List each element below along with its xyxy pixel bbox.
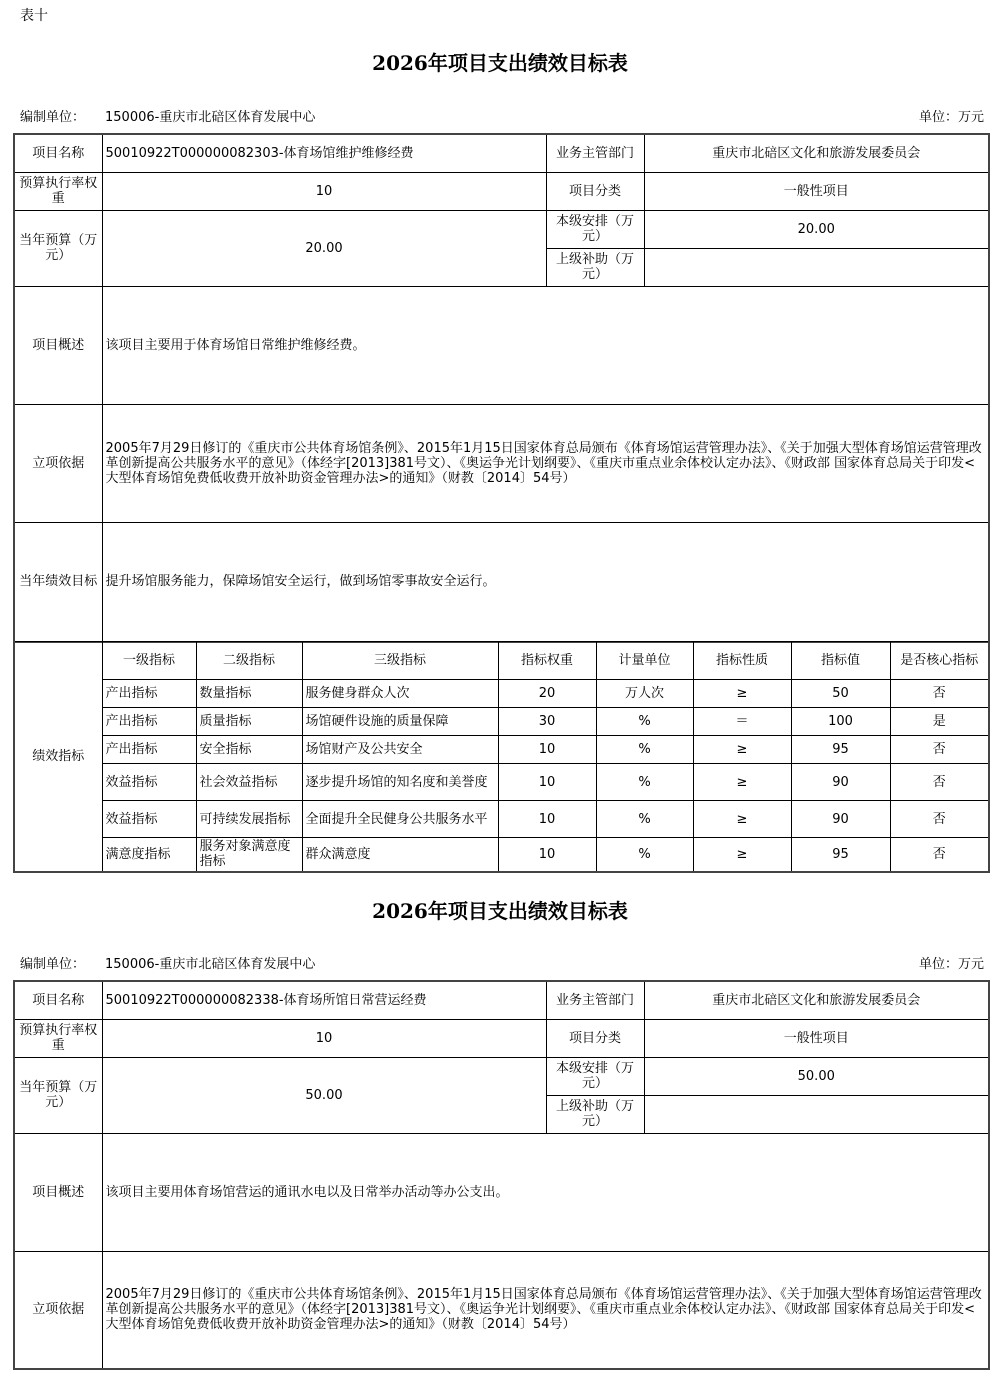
overview-value: 该项目主要用体育场馆营运的通讯水电以及日常举办活动等办公支出。: [102, 1133, 989, 1251]
indicator-table: [13, 641, 990, 873]
header-value: 指标值: [791, 642, 890, 680]
project-name: 50010922T000000082338-体育场所馆日常营运经费: [102, 981, 546, 1019]
project-info-table: [13, 980, 990, 1370]
cell-weight: 10: [498, 801, 596, 838]
label-budget: 当年预算（万元）: [14, 1057, 102, 1133]
cell-weight: 10: [498, 838, 596, 872]
unit-label: 单位：万元: [918, 110, 984, 125]
cell-unit: %: [596, 708, 693, 736]
label-local: 本级安排（万元）: [546, 210, 644, 248]
label-dept: 业务主管部门: [546, 981, 644, 1019]
cell-level2: 社会效益指标: [196, 764, 302, 801]
cell-level3: 全面提升全民健身公共服务水平: [302, 801, 498, 838]
label-project-name: 项目名称: [14, 981, 102, 1019]
exec-rate-value: 10: [102, 1019, 546, 1057]
cell-weight: 30: [498, 708, 596, 736]
cell-value: 95: [791, 736, 890, 764]
cell-level2: 可持续发展指标: [196, 801, 302, 838]
header-level2: 二级指标: [196, 642, 302, 680]
overview-value: 该项目主要用于体育场馆日常维护维修经费。: [102, 286, 989, 404]
cell-level1: 效益指标: [102, 801, 196, 838]
cell-weight: 10: [498, 764, 596, 801]
label-goal: 当年绩效目标: [14, 522, 102, 642]
header-nature: 指标性质: [693, 642, 791, 680]
label-exec-rate: 预算执行率权重: [14, 172, 102, 210]
budget-value: 20.00: [102, 210, 546, 286]
cell-level1: 产出指标: [102, 680, 196, 708]
label-category: 项目分类: [546, 1019, 644, 1057]
indicator-row: [14, 801, 989, 838]
indicator-row: [14, 838, 989, 872]
label-superior: 上级补助（万元）: [546, 248, 644, 286]
header-unit: 计量单位: [596, 642, 693, 680]
cell-unit: 万人次: [596, 680, 693, 708]
cell-level3: 群众满意度: [302, 838, 498, 872]
header-level1: 一级指标: [102, 642, 196, 680]
form-title: 2026年项目支出绩效目标表: [372, 899, 628, 923]
indicator-row: [14, 736, 989, 764]
header-level3: 三级指标: [302, 642, 498, 680]
cell-core: 否: [890, 680, 989, 708]
local-value: 20.00: [644, 210, 989, 248]
cell-level1: 产出指标: [102, 708, 196, 736]
indicator-row: [14, 764, 989, 801]
label-budget: 当年预算（万元）: [14, 210, 102, 286]
exec-rate-value: 10: [102, 172, 546, 210]
cell-value: 90: [791, 801, 890, 838]
cell-value: 100: [791, 708, 890, 736]
cell-core: 否: [890, 801, 989, 838]
cell-unit: %: [596, 801, 693, 838]
cell-nature: ≥: [693, 838, 791, 872]
cell-value: 90: [791, 764, 890, 801]
cell-nature: ≥: [693, 801, 791, 838]
org-value: 150006-重庆市北碚区体育发展中心: [105, 957, 316, 972]
org-value: 150006-重庆市北碚区体育发展中心: [105, 110, 316, 125]
form-title: 2026年项目支出绩效目标表: [372, 51, 628, 75]
cell-level1: 效益指标: [102, 764, 196, 801]
dept-value: 重庆市北碚区文化和旅游发展委员会: [644, 981, 989, 1019]
project-info-table: [13, 133, 990, 643]
cell-value: 50: [791, 680, 890, 708]
cell-level2: 数量指标: [196, 680, 302, 708]
cell-nature: ≥: [693, 680, 791, 708]
cell-level3: 逐步提升场馆的知名度和美誉度: [302, 764, 498, 801]
category-value: 一般性项目: [644, 1019, 989, 1057]
header-weight: 指标权重: [498, 642, 596, 680]
basis-value: 2005年7月29日修订的《重庆市公共体育场馆条例》、2015年1月15日国家体育总局颁布《体育场馆运营管理办法》、《关于加强大型体育场馆运营管理改革创新提高公共服务水平的意见》（体经字[2013]381号文）、《奥运争光计划纲要》、《重庆市重点业余体校认定办法》、《财政部 国家体育总局关于印发<大型体育场馆免费低收费开放补助资金管理办法>的通知》（财教〔2014〕54号）: [102, 1251, 989, 1369]
label-overview: 项目概述: [14, 1133, 102, 1251]
cell-value: 95: [791, 838, 890, 872]
indicator-row: [14, 708, 989, 736]
superior-value: [644, 248, 989, 286]
table-number: 表十: [20, 8, 48, 24]
cell-unit: %: [596, 838, 693, 872]
cell-level3: 场馆硬件设施的质量保障: [302, 708, 498, 736]
cell-level3: 服务健身群众人次: [302, 680, 498, 708]
cell-level2: 质量指标: [196, 708, 302, 736]
label-overview: 项目概述: [14, 286, 102, 404]
cell-core: 否: [890, 736, 989, 764]
cell-core: 是: [890, 708, 989, 736]
label-basis: 立项依据: [14, 404, 102, 522]
label-exec-rate: 预算执行率权重: [14, 1019, 102, 1057]
basis-value: 2005年7月29日修订的《重庆市公共体育场馆条例》、2015年1月15日国家体育总局颁布《体育场馆运营管理办法》、《关于加强大型体育场馆运营管理改革创新提高公共服务水平的意见》（体经字[2013]381号文）、《奥运争光计划纲要》、《重庆市重点业余体校认定办法》、《财政部 国家体育总局关于印发<大型体育场馆免费低收费开放补助资金管理办法>的通知》（财教〔2014〕54号）: [102, 404, 989, 522]
cell-level2: 安全指标: [196, 736, 302, 764]
cell-unit: %: [596, 764, 693, 801]
project-name: 50010922T000000082303-体育场馆维护维修经费: [102, 134, 546, 172]
goal-value: 提升场馆服务能力，保障场馆安全运行，做到场馆零事故安全运行。: [102, 522, 989, 642]
cell-level1: 产出指标: [102, 736, 196, 764]
cell-level1: 满意度指标: [102, 838, 196, 872]
unit-label: 单位：万元: [918, 957, 984, 972]
local-value: 50.00: [644, 1057, 989, 1095]
org-label: 编制单位：: [20, 957, 86, 972]
category-value: 一般性项目: [644, 172, 989, 210]
cell-weight: 20: [498, 680, 596, 708]
cell-core: 否: [890, 838, 989, 872]
label-indicators: 绩效指标: [14, 642, 102, 872]
label-project-name: 项目名称: [14, 134, 102, 172]
budget-value: 50.00: [102, 1057, 546, 1133]
label-basis: 立项依据: [14, 1251, 102, 1369]
cell-unit: %: [596, 736, 693, 764]
label-local: 本级安排（万元）: [546, 1057, 644, 1095]
dept-value: 重庆市北碚区文化和旅游发展委员会: [644, 134, 989, 172]
label-superior: 上级补助（万元）: [546, 1095, 644, 1133]
label-category: 项目分类: [546, 172, 644, 210]
superior-value: [644, 1095, 989, 1133]
cell-nature: ≥: [693, 736, 791, 764]
label-dept: 业务主管部门: [546, 134, 644, 172]
cell-nature: ≥: [693, 764, 791, 801]
cell-level3: 场馆财产及公共安全: [302, 736, 498, 764]
cell-level2: 服务对象满意度指标: [196, 838, 302, 872]
cell-core: 否: [890, 764, 989, 801]
org-label: 编制单位：: [20, 110, 86, 125]
indicator-row: [14, 680, 989, 708]
header-core: 是否核心指标: [890, 642, 989, 680]
cell-weight: 10: [498, 736, 596, 764]
cell-nature: ＝: [693, 708, 791, 736]
